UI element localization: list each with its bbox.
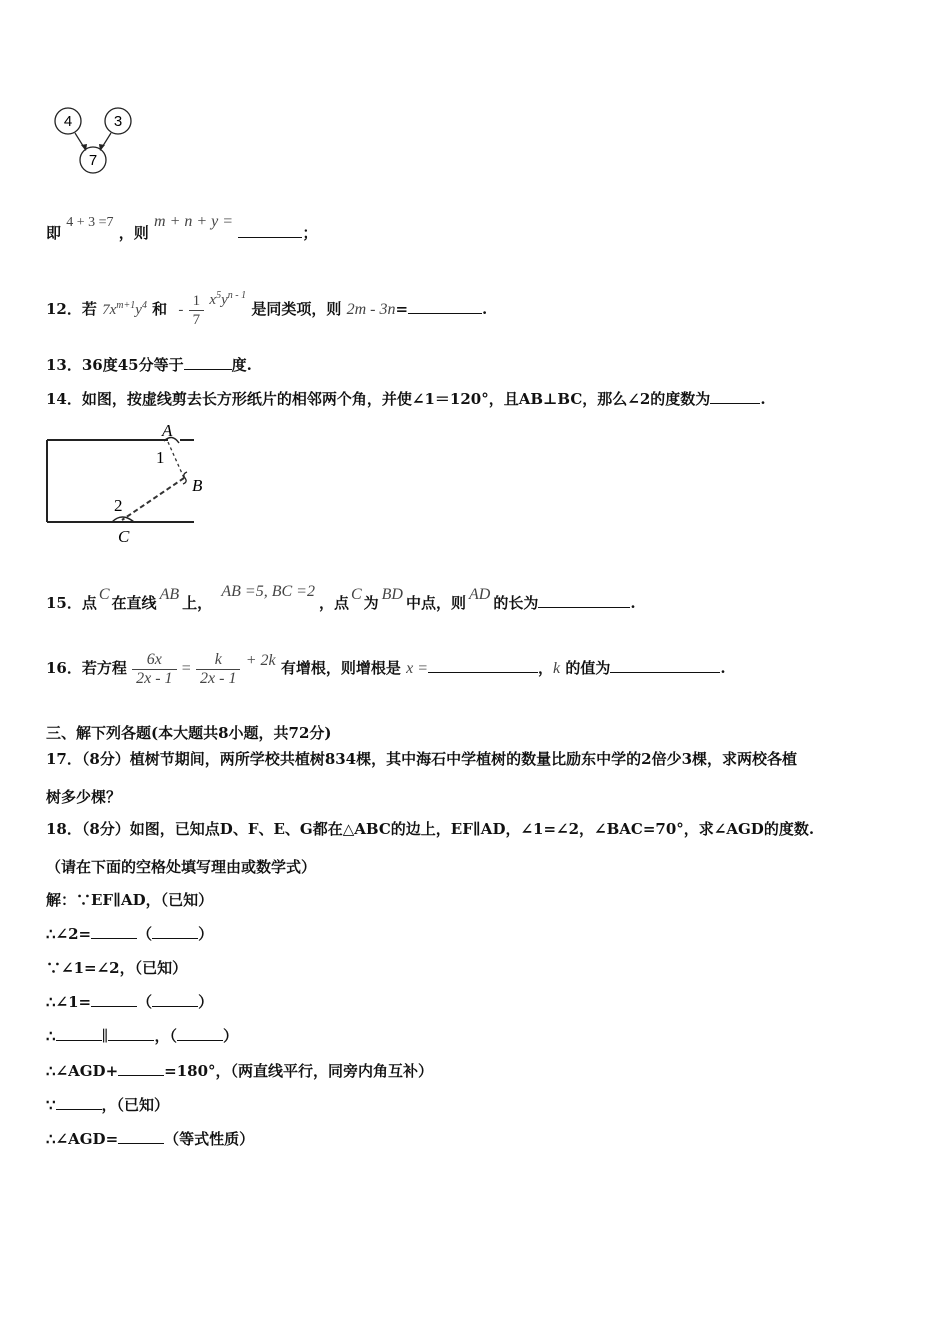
q16-k: k: [553, 660, 561, 677]
q14-blank[interactable]: [710, 389, 760, 404]
q12-mid: 是同类项，则: [251, 300, 342, 318]
fig14-label-A: A: [162, 421, 173, 440]
q18-step-4: ∴∠1= （ ）: [46, 993, 214, 1011]
q12-expression: 2m - 3n: [346, 301, 396, 318]
q15-blank[interactable]: [538, 593, 630, 608]
q18-step-2-blank-a[interactable]: [91, 924, 137, 939]
intro-prefix: 即: [46, 224, 62, 242]
fig14-label-1: 1: [156, 448, 165, 467]
q18-step-5: ∴ ∥ ，（ ）: [46, 1027, 239, 1045]
q12-blank[interactable]: [408, 299, 482, 314]
q18-step-4-blank-a[interactable]: [91, 992, 137, 1007]
question-18-line-1: 18．（8分）如图，已知点D、F、E、G都在△ABC的边上，EF∥AD，∠1=∠2，∠BAC=70°，求∠AGD的度数.: [46, 820, 815, 838]
q15-t3: ，点: [318, 594, 349, 612]
q15-number: 15．点: [46, 594, 97, 612]
q18-step-6: ∴∠AGD+ =180°，（两直线平行，同旁内角互补）: [46, 1062, 434, 1080]
q14-end: .: [760, 390, 766, 408]
q12-and: 和: [152, 300, 168, 318]
q18-step-2: ∴∠2= （ ）: [46, 925, 214, 943]
q16-number: 16．若方程: [46, 659, 127, 677]
q15-C2: C: [350, 586, 362, 603]
q12-number: 12．若: [46, 300, 97, 318]
q16-plus: + 2k: [245, 652, 276, 669]
q15-end: .: [630, 594, 636, 612]
q16-blank-1[interactable]: [428, 658, 538, 673]
number-tree-figure: [48, 104, 138, 178]
tree-bottom-value: 7: [88, 152, 98, 169]
q18-step-1: 解：∵EF∥AD，（已知）: [46, 891, 214, 909]
section-3-heading: 三、解下列各题(本大题共8小题，共72分): [46, 724, 332, 742]
q18-step-7: ∵ ，（已知）: [46, 1096, 170, 1114]
q18-step-4-blank-b[interactable]: [152, 992, 198, 1007]
q16-eq: =: [181, 660, 191, 677]
q15-C1: C: [98, 586, 110, 603]
q13-end: 度.: [231, 356, 252, 374]
q12-eq: =: [395, 300, 409, 318]
q18-step-5-blank-b[interactable]: [108, 1026, 154, 1041]
question-16: [46, 644, 726, 692]
q15-BD: BD: [381, 586, 403, 603]
q18-step-5-blank-a[interactable]: [56, 1026, 102, 1041]
fig14-label-B: B: [192, 476, 203, 495]
fig14-label-C: C: [118, 527, 130, 546]
tree-right-value: 3: [113, 113, 123, 130]
q12-term1: $7x^{m+1}y^4$: [102, 300, 147, 318]
q15-t1: 在直线: [111, 594, 157, 612]
q18-step-5-blank-c[interactable]: [177, 1026, 223, 1041]
q16-t1: 有增根，则增根是: [280, 659, 401, 677]
question-17-line-2: 树多少棵？: [46, 788, 122, 806]
intro-blank[interactable]: [238, 223, 302, 238]
tree-left-value: 4: [63, 113, 73, 130]
q18-step-7-blank[interactable]: [56, 1095, 102, 1110]
question-15: [46, 583, 636, 615]
q13-text: 13．36度45分等于: [46, 356, 184, 374]
q14-rectangle-figure: [42, 416, 212, 550]
intro-equation: 4 + 3 =7: [66, 215, 114, 230]
q16-end: .: [720, 659, 726, 677]
q12-neg: -: [178, 302, 184, 318]
q12-end: .: [482, 300, 488, 318]
question-17-line-1: 17．（8分）植树节期间，两所学校共植树834棵，其中海石中学植树的数量比励东中学的2倍少3棵，求两校各植: [46, 750, 798, 768]
q16-fraction-2: $\frac{k}{2x - 1}$: [196, 651, 240, 688]
q16-x: x =: [406, 660, 429, 677]
q12-term2: $x^5y^{n - 1}$: [209, 290, 247, 308]
q18-step-8-blank[interactable]: [118, 1129, 164, 1144]
q15-t6: 的长为: [493, 594, 539, 612]
q15-t2: 上，: [182, 594, 213, 612]
q18-step-6-blank[interactable]: [118, 1061, 164, 1076]
q16-sep: ，: [538, 659, 554, 677]
fig14-label-2: 2: [114, 496, 123, 515]
question-14: [46, 388, 766, 410]
q15-condition: AB =5, BC =2: [221, 583, 315, 600]
q18-step-2-blank-b[interactable]: [152, 924, 198, 939]
intro-suffix: ；: [302, 224, 318, 242]
q14-text: 14．如图，按虚线剪去长方形纸片的相邻两个角，并使∠1＝120°，且AB⊥BC，那么∠2的度数为: [46, 390, 711, 408]
question-12: [46, 288, 487, 328]
q15-AB: AB: [159, 586, 180, 603]
intro-mid: ，则: [118, 224, 149, 242]
q16-t2: 的值为: [565, 659, 611, 677]
q15-AD: AD: [469, 586, 491, 603]
intro-line: [46, 213, 318, 246]
q12-fraction: $\frac{1}{7}$: [189, 292, 205, 329]
question-18-line-2: （请在下面的空格处填写理由或数学式）: [46, 858, 317, 876]
q15-t4: 为: [363, 594, 379, 612]
question-13: [46, 354, 252, 376]
q18-step-8: ∴∠AGD= （等式性质）: [46, 1130, 255, 1148]
q13-blank[interactable]: [184, 355, 232, 370]
q18-step-3: ∵∠1=∠2，（已知）: [46, 959, 188, 977]
q16-blank-2[interactable]: [610, 658, 720, 673]
q15-t5: 中点，则: [405, 594, 466, 612]
q16-fraction-1: $\frac{6x}{2x - 1}$: [132, 651, 176, 688]
intro-expression: m + n + y =: [154, 213, 234, 230]
